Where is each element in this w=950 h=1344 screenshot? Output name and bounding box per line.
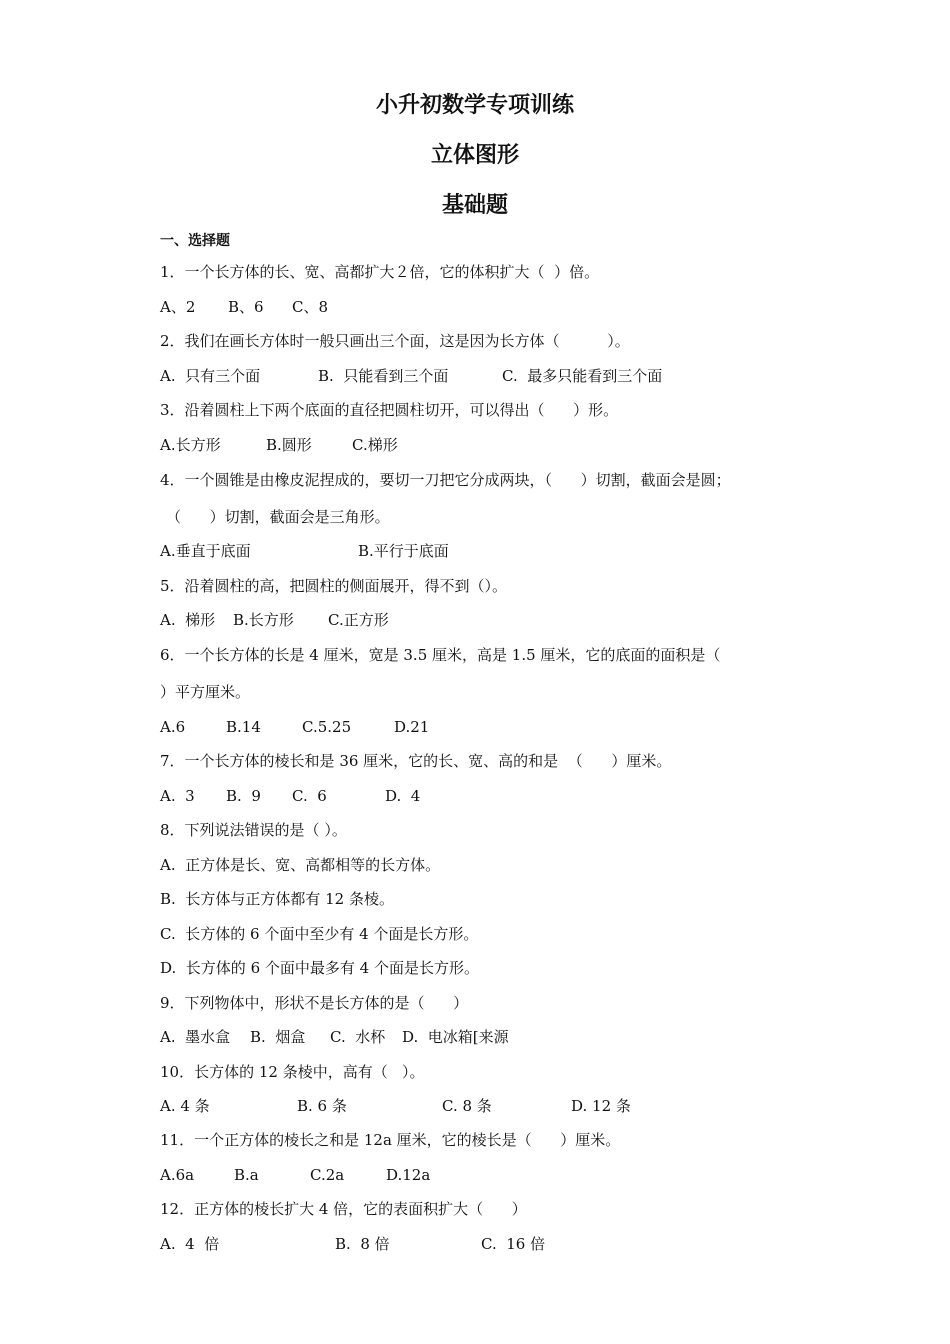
- q4-option-b: B.平行于底面: [358, 542, 449, 560]
- q8-statement-d: D. 长方体的 6 个面中最多有 4 个面是长方形。: [160, 959, 479, 977]
- q11-option-a: A.6a: [160, 1166, 195, 1184]
- q9-option-d: D. 电冰箱[来源: [402, 1028, 509, 1046]
- document-title: 小升初数学专项训练: [375, 93, 574, 118]
- document-level: 基础题: [441, 193, 508, 218]
- question-4: 4．一个圆锥是由橡皮泥捏成的，要切一刀把它分成两块，（ ）切割，截面会是圆；: [160, 471, 731, 489]
- question-1: 1．一个长方体的长、宽、高都扩大２倍，它的体积扩大（ ）倍。: [160, 263, 600, 281]
- q7-option-d: D. 4: [385, 787, 421, 805]
- q7-option-b: B. 9: [226, 787, 261, 805]
- section-heading: 一、选择题: [160, 233, 230, 249]
- q7-option-c: C. 6: [292, 787, 327, 805]
- question-4-continued: （ ）切割，截面会是三角形。: [166, 508, 390, 526]
- q5-option-b: B.长方形: [233, 611, 294, 629]
- question-9: 9．下列物体中，形状不是长方体的是（ ）: [160, 994, 469, 1012]
- q6-option-d: D.21: [394, 718, 430, 736]
- q1-option-a: A、2: [160, 298, 196, 316]
- q3-option-a: A.长方形: [160, 436, 221, 454]
- question-7: 7．一个长方体的棱长和是 36 厘米，它的长、宽、高的和是 （ ）厘米。: [160, 752, 672, 770]
- q5-option-c: C.正方形: [328, 611, 389, 629]
- question-5: 5．沿着圆柱的高，把圆柱的侧面展开，得不到（）。: [160, 577, 508, 595]
- q10-option-a: A. 4 条: [160, 1097, 210, 1115]
- document-subtitle: 立体图形: [430, 143, 519, 168]
- q10-option-c: C. 8 条: [442, 1097, 492, 1115]
- q12-option-b: B. 8 倍: [335, 1235, 390, 1253]
- q11-option-b: B.a: [234, 1166, 259, 1184]
- q2-option-c: C. 最多只能看到三个面: [502, 367, 663, 385]
- q6-option-c: C.5.25: [302, 718, 352, 736]
- q9-option-c: C. 水杯: [330, 1028, 386, 1046]
- q11-option-d: D.12a: [386, 1166, 431, 1184]
- q9-option-b: B. 烟盒: [250, 1028, 306, 1046]
- q1-option-c: C、8: [292, 298, 329, 316]
- q3-option-b: B.圆形: [266, 436, 312, 454]
- q9-option-a: A. 墨水盒: [160, 1028, 231, 1046]
- q11-option-c: C.2a: [310, 1166, 345, 1184]
- question-10: 10．长方体的 12 条棱中，高有（ ）。: [160, 1063, 425, 1081]
- q2-option-a: A. 只有三个面: [160, 367, 261, 385]
- q10-option-b: B. 6 条: [297, 1097, 347, 1115]
- q12-option-c: C. 16 倍: [481, 1235, 546, 1253]
- q6-option-b: B.14: [226, 718, 261, 736]
- question-3: 3．沿着圆柱上下两个底面的直径把圆柱切开，可以得出（ ）形。: [160, 401, 619, 419]
- q8-statement-c: C. 长方体的 6 个面中至少有 4 个面是长方形。: [160, 925, 479, 943]
- q6-option-a: A.6: [160, 718, 186, 736]
- q8-statement-b: B. 长方体与正方体都有 12 条棱。: [160, 890, 394, 908]
- question-12: 12．正方体的棱长扩大 4 倍，它的表面积扩大（ ）: [160, 1200, 527, 1218]
- question-8: 8．下列说法错误的是（ ）。: [160, 821, 347, 839]
- question-2: 2．我们在画长方体时一般只画出三个面，这是因为长方体（ ）。: [160, 332, 630, 350]
- q2-option-b: B. 只能看到三个面: [318, 367, 449, 385]
- q1-option-b: B、6: [228, 298, 264, 316]
- q5-option-a: A. 梯形: [160, 611, 216, 629]
- q10-option-d: D. 12 条: [571, 1097, 631, 1115]
- question-6-continued: ）平方厘米。: [160, 683, 251, 701]
- q3-option-c: C.梯形: [352, 436, 398, 454]
- q4-option-a: A.垂直于底面: [160, 542, 251, 560]
- q12-option-a: A. 4 倍: [160, 1235, 220, 1253]
- question-6: 6．一个长方体的长是 4 厘米，宽是 3.5 厘米，高是 1.5 厘米，它的底面的面积是（: [160, 646, 721, 664]
- q8-statement-a: A. 正方体是长、宽、高都相等的长方体。: [160, 856, 441, 874]
- q7-option-a: A. 3: [160, 787, 195, 805]
- question-11: 11．一个正方体的棱长之和是 12a 厘米，它的棱长是（ ）厘米。: [160, 1131, 621, 1149]
